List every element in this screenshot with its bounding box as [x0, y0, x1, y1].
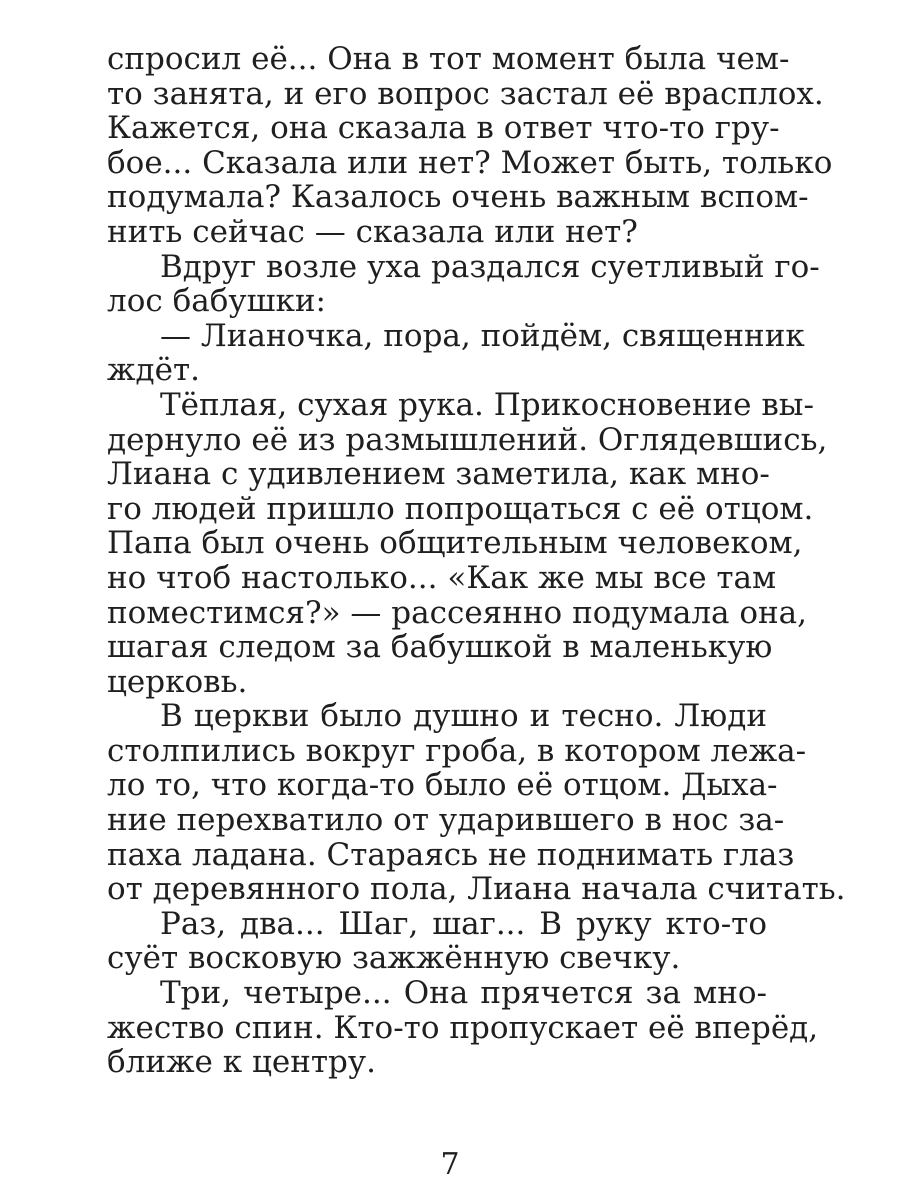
- text-line: Вдруг возле уха раздался суетливый го-: [160, 248, 820, 285]
- paragraph: [107, 248, 820, 320]
- text-line: Папа был очень общительным человеком,: [107, 525, 803, 562]
- text-line: Три, четыре... Она прячется за мно-: [160, 975, 767, 1012]
- text-line: ло то, что когда-то было её отцом. Дыха-: [107, 767, 778, 804]
- text-line: Раз, два... Шаг, шаг... В руку кто-то: [160, 905, 767, 942]
- text-line: от деревянного пола, Лиана начала считать.: [107, 871, 846, 908]
- text-line: подумала? Казалось очень важным вспом-: [107, 179, 809, 216]
- page-number: 7: [440, 1147, 460, 1182]
- text-line: В церкви было душно и тесно. Люди: [160, 698, 767, 735]
- paragraph: [107, 386, 828, 700]
- paragraph: [107, 41, 833, 250]
- text-line: ние перехватило от ударившего в нос за-: [107, 802, 785, 839]
- paragraph: [107, 907, 767, 976]
- text-line: го людей пришло попрощаться с её отцом.: [107, 490, 814, 527]
- text-line: Кажется, она сказала в ответ что-то гру-: [107, 110, 780, 147]
- text-line: спросил её... Она в тот момент была чем-: [107, 41, 790, 77]
- text-line: дернуло её из размышлений. Оглядевшись,: [107, 421, 828, 458]
- text-line: паха ладана. Стараясь не поднимать глаз: [107, 836, 795, 873]
- text-line: нить сейчас — сказала или нет?: [107, 213, 638, 250]
- book-page-text: [107, 41, 846, 1081]
- text-line: но чтоб настолько... «Как же мы все там: [107, 559, 777, 596]
- paragraph: [107, 698, 846, 908]
- paragraph: [107, 975, 819, 1081]
- text-line: Лиана с удивлением заметила, как мно-: [107, 456, 770, 493]
- dialogue-paragraph: [107, 317, 805, 389]
- text-line: — Лианочка, пора, пойдём, священник: [160, 317, 805, 354]
- text-line: Тёплая, сухая рука. Прикосновение вы-: [160, 386, 814, 423]
- text-line: лос бабушки:: [107, 283, 326, 320]
- text-line: бое... Сказала или нет? Может быть, только: [107, 144, 833, 181]
- text-line: церковь.: [107, 663, 248, 700]
- text-line: ближе к центру.: [107, 1044, 376, 1081]
- text-line: шагая следом за бабушкой в маленькую: [107, 629, 773, 666]
- text-line: поместимся?» — рассеянно подумала она,: [107, 594, 808, 631]
- text-line: суёт восковую зажжённую свечку.: [107, 940, 681, 977]
- text-line: ждёт.: [107, 352, 200, 389]
- text-line: жество спин. Кто-то пропускает её вперёд,: [107, 1009, 819, 1046]
- text-line: то занята, и его вопрос застал её врасплох.: [107, 75, 824, 112]
- text-line: столпились вокруг гроба, в котором лежа-: [107, 732, 807, 769]
